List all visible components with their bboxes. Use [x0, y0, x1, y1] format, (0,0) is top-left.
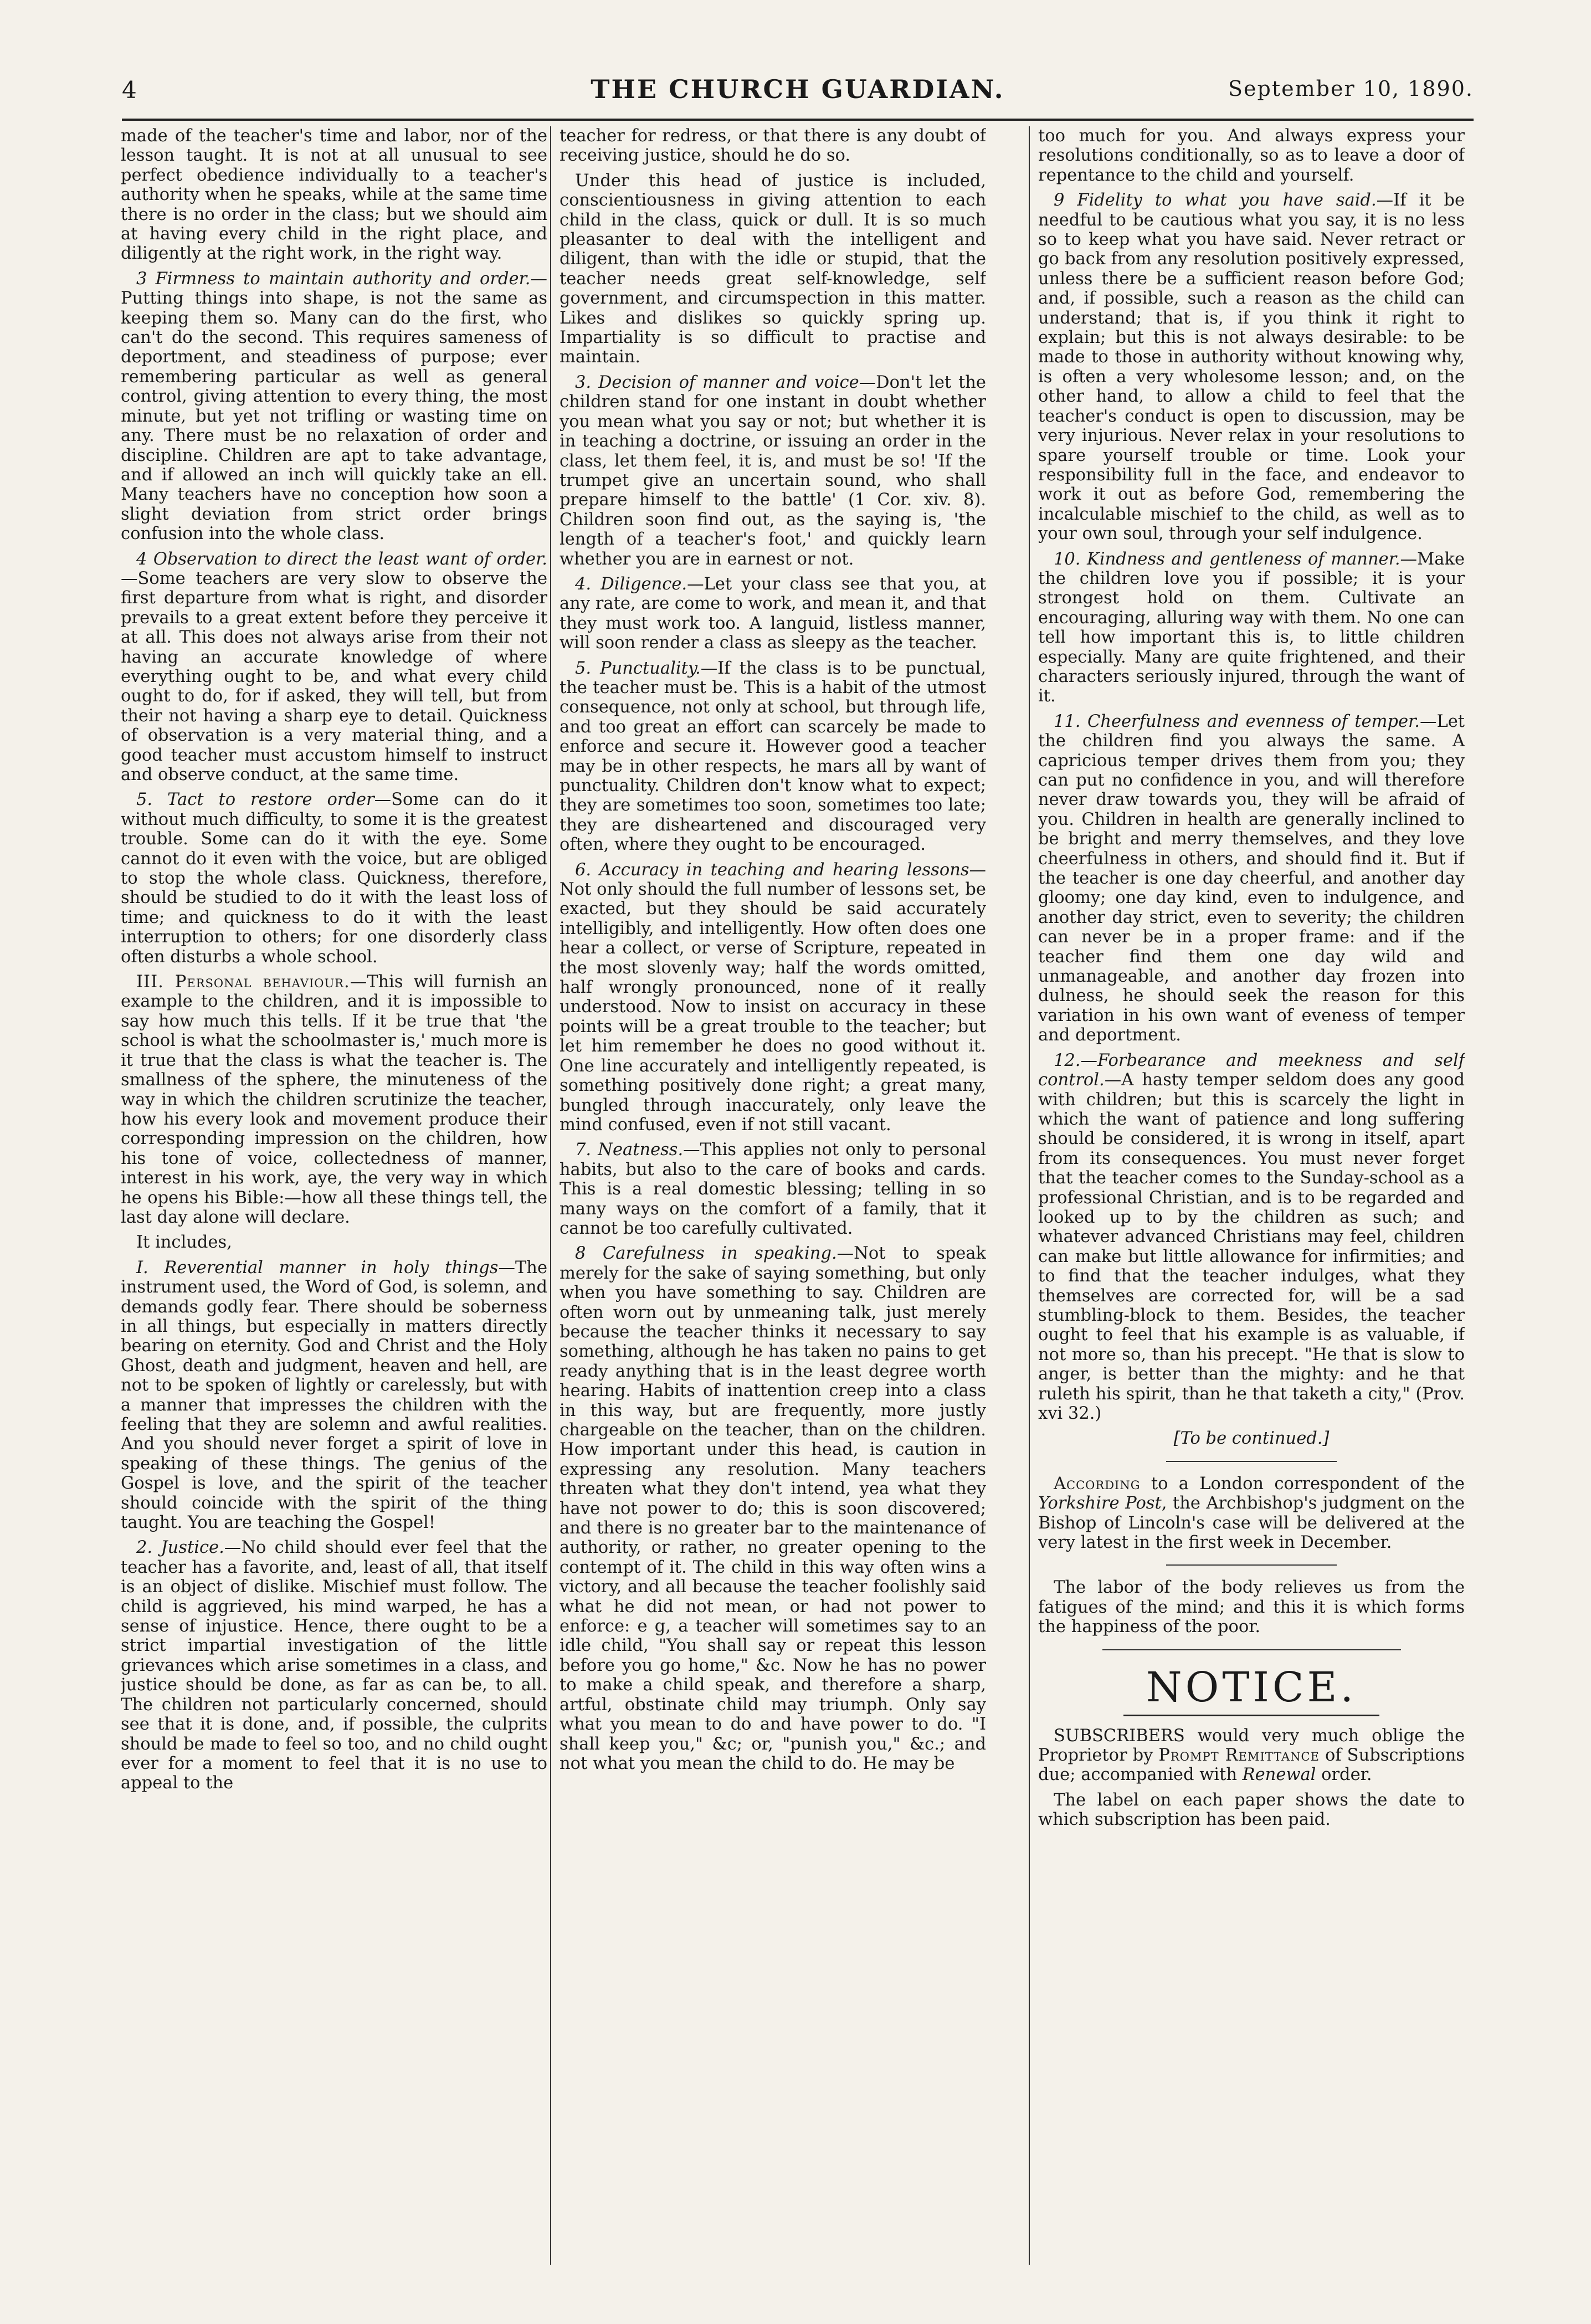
separator-rule — [1166, 1461, 1337, 1462]
notice-text: SUBSCRIBERS would very much oblige the Proprietor by — [1038, 1726, 1465, 1766]
paragraph-text: —No child should ever feel that the teacher has a favorite, and, least of all, that itself is an object of dislike. Mischief must follow. The child is aggrieved, his mind warped, he has a sense of injustice. Hence, there ought to be a strict impartial investigation of the little grievances which arise sometimes in a class, and justice should be done, as far as can be, to all. The children not particularly concerned, should see that it is done, and, if possible, the culprits should be made to feel so too, and no child ought ever for a moment to feel that it is no use to appeal to the — [121, 1538, 547, 1793]
paragraph: Under this head of justice is included, conscientiousness in giving attention to each child in the class, quick or dull. It is so much pleasanter to deal with the intelligent and diligent, than with the idle or stupid, that the teacher needs great self-knowledge, self government, and circumspection in this matter. Likes and dislikes so quickly spring up. Impartiality is so difficult to practise and maintain. — [560, 171, 986, 367]
masthead — [122, 72, 1474, 122]
paragraph — [121, 269, 547, 544]
notice-paragraph — [1038, 1726, 1465, 1785]
section-heading: 5. Punctuality. — [575, 658, 701, 678]
column-2 — [560, 126, 986, 2265]
notice-emphasis: Renewal — [1242, 1765, 1316, 1785]
notice-paragraph: The label on each paper shows the date to which subscription has been paid. — [1038, 1790, 1465, 1830]
paragraph-text: —If it be needful to be cautious what you say, it is no less so to keep what you have said. Never retract or go back from any resolution positively expressed, unless there be a sufficient reason before God; and, if possible, such a reason as the child can understand; that is, if you think it right to explain; but this is not always desirable: to be made to those in authority without knowing why, is often a very wholesome lesson; and, on the other hand, to allow a child to feel that the teacher's conduct is open to discussion, may be very injurious. Never relax in your resolutions to spare yourself trouble or time. Look your responsibility full in the face, and endeavor to work it out as before God, remembering the incalculable mischief to the child, as well as to your own soul, through your self indulgence. — [1038, 191, 1465, 544]
separator-rule — [1166, 1564, 1337, 1566]
section-heading: 6. Accuracy in teaching and hearing lessons — [575, 860, 969, 880]
notice-text: order. — [1316, 1765, 1372, 1785]
news-lead: According — [1054, 1474, 1141, 1494]
paragraph — [560, 1244, 986, 1773]
paragraph — [560, 659, 986, 855]
section-heading: 4. Diligence. — [575, 574, 687, 594]
paragraph — [560, 860, 986, 1135]
paragraph — [560, 373, 986, 569]
paragraph — [121, 550, 547, 785]
section-heading: I. Reverential manner in holy things — [136, 1258, 499, 1278]
paragraph-text: —The instrument used, the Word of God, is solemn, and demands godly fear. There should be soberness in all things, but especially in matters directly bearing on eternity. God and Christ and the Holy Ghost, death and judgment, heaven and hell, are not to be spoken of lightly or carelessly, but with a manner that impresses the children with the feeling that they are solemn and awful realities. And you should never forget a spirit of love in speaking of these things. The genius of the Gospel is love, and the spirit of the teacher should coincide with the spirit of the thing taught. You are teaching the Gospel! — [121, 1258, 547, 1533]
section-heading: 4 Observation to direct the least want of order. — [136, 549, 547, 569]
paragraph-text: —If the class is to be punctual, the teacher must be. This is a habit of the utmost consequence, not only at school, but through life, and too great an effort can scarcely be made to enforce and secure it. However good a teacher may be in other respects, he mars all by want of punctuality. Children don't know what to expect; they are sometimes too soon, sometimes too late; they are disheartened and discouraged very often, where they ought to be encouraged. — [560, 658, 986, 855]
paragraph — [1038, 712, 1465, 1045]
paragraph — [121, 790, 547, 967]
section-heading: 8 Carefulness in speaking. — [575, 1244, 837, 1264]
paragraph-text: —Let the children find you always the same. A capricious temper drives them from you; they can put no confidence in you, and will therefore never draw towards you, they will be afraid of you. Children in health are generally inclined to be bright and merry themselves, and they love cheerfulness in others, and should find it. But if the teacher is one day cheerful, and another day gloomy; one day kind, even to indulgence, and another day strict, even to severity; the children can never be in a proper frame: and if the teacher find them one day wild and unmanageable, and another day frozen into dulness, he should seek the reason for this variation in his own want of eveness of temper and deportment. — [1038, 711, 1465, 1045]
paragraph: made of the teacher's time and labor, nor of the lesson taught. It is not at all unusual to see perfect obedience individually to a teacher's authority when he speaks, while at the same time there is no order in the class; but we should aim at having every child in the right place, and diligently at the right work, in the right way. — [121, 126, 547, 264]
paragraph-text: —A hasty temper seldom does any good with children; but this is scarcely the light in which the want of patience and long suffering should be considered, it is wrong in itself, apart from its consequences. You must never forget that the teacher comes to the Sunday-school as a professional Christian, and is to be regarded and looked up to by the children as such; and whatever advanced Christians may feel, children can make but little allowance for infirmities; and to find that the teacher indulges, what they themselves are corrected for, will be a sad stumbling-block to them. Besides, the teacher ought to feel that his example is as valuable, if not more so, than his precept. "He that is slow to anger, is better than the mighty: and he that ruleth his spirit, than he that taketh a city," (Prov. xvi 32.) — [1038, 1070, 1465, 1423]
column-3 — [1038, 126, 1465, 2265]
paragraph — [1038, 1051, 1465, 1424]
continued-text: [To be continued.] — [1173, 1429, 1330, 1449]
column-divider — [1029, 126, 1030, 2265]
paragraph: too much for you. And always express your resolutions conditionally, so as to leave a door of repentance to the child and yourself. — [1038, 126, 1465, 185]
notice-heading: NOTICE. — [1146, 1663, 1357, 1711]
paragraph: teacher for redress, or that there is any doubt of receiving justice, should he do so. — [560, 126, 986, 166]
paragraph-text: —Putting things into shape, is not the same as keeping them so. Many can do the first, who can't do the second. This requires sameness of deportment, and steadiness of purpose; ever remembering particular as well as general control, giving attention to every thing, the most minute, but yet not trifling or wasting time on any. There must be no relaxation of order and discipline. Children are apt to take advantage, and if allowed an inch will quickly take an ell. Many teachers have no conception how soon a slight deviation from strict order brings confusion into the whole class. — [121, 269, 547, 544]
notice-text: of Subscriptions due; accompanied with — [1038, 1746, 1465, 1785]
paragraph — [121, 1258, 547, 1533]
paragraph-text: —Some teachers are very slow to observe the first departure from what is right, and disorder prevails to a great extent before they perceive it at all. This does not always arise from their not having an accurate knowledge of where everything ought to be, and what every child ought to do, for if asked, they will tell, but from their not having a sharp eye to detail. Quickness of observation is a very material thing, and a good teacher must accustom himself to instruct and observe conduct, at the same time. — [121, 568, 547, 784]
separator-rule — [1102, 1649, 1401, 1650]
paragraph-text: —Let your class see that you, at any rate, are come to work, and mean it, and that they must work too. A languid, listless manner, will soon render a class as sleepy as the teacher. — [560, 574, 986, 653]
news-text: to a London correspondent of the — [1140, 1474, 1465, 1494]
section-heading: III. Personal behaviour. — [136, 972, 350, 992]
paragraph — [560, 574, 986, 653]
section-heading: 3 Firmness to maintain authority and order. — [136, 269, 531, 289]
section-heading: 12.—Forbearance and meekness and self control. — [1038, 1050, 1465, 1090]
section-heading: 11. Cheerfulness and evenness of temper. — [1054, 711, 1420, 731]
section-heading: 9 Fidelity to what you have said. — [1054, 191, 1377, 211]
paragraph — [121, 1538, 547, 1793]
paragraph-text: —Don't let the children stand for one instant in doubt whether you mean what you say or not; but whether it is in teaching a doctrine, or issuing an order in the class, let them feel, it is, and must be so! 'If the trumpet give an uncertain sound, who shall prepare himself to the battle' (1 Cor. xiv. 8). Children soon find out, as the saying is, 'the length of a teacher's foot,' and quickly learn whether you are in earnest or not. — [560, 372, 986, 569]
paragraph-text: —Not to speak merely for the sake of saying something, but only when you have something to say. Children are often worn out by unmeaning talk, just merely because the teacher thinks it necessary to say something, although he has taken no pains to get ready anything that is in the least degree worth hearing. Habits of inattention creep into a class in this way, but are frequently, more justly chargeable on the teacher, than on the children. How important under this head, is caution in expressing any resolution. Many teachers threaten what they don't intend, yea what they have not power to do; this is soon discovered; and there is no greater bar to the maintenance of authority, or rather, no greater opening to the contempt of it. The child in this way often wins a victory, and all because the teacher foolishly said what he did not mean, or had not power to enforce: e g, a teacher will sometimes say to an idle child, "You shall say or repeat this lesson before you go home," &c. Now he has no power to make a child speak, and therefore a sharp, artful, obstinate child may triumph. Only say what you mean to do and have power to do. "I shall keep you," &c; or, "punish you," &c.; and not what you mean the child to do. He may be — [560, 1244, 986, 1773]
paragraph-text: —Make the children love you if possible; it is your strongest hold on them. Cultivate an encouraging, alluring way with them. No one can tell how important this is, to little children especially. Many are quite frightened, and their characters seriously injured, through the want of it. — [1038, 549, 1465, 706]
paragraph — [560, 1140, 986, 1238]
section-heading: 7. Neatness. — [575, 1140, 684, 1160]
section-heading: 2. Justice. — [136, 1538, 224, 1558]
paragraph-text: —This applies not only to personal habits, but also to the care of books and cards. This is a real domestic blessing; telling in so many ways on the comfort of a family, that it cannot be too carefully cultivated. — [560, 1140, 986, 1238]
continued-note — [1038, 1429, 1465, 1448]
paragraph-text: —Some can do it without much difficulty, to some it is the greatest trouble. Some can do it with the eye. Some cannot do it even with the voice, but are obliged to stop the whole class. Quickness, therefore, should be studied to do it with the least loss of time; and quickness to do it with the least interruption to others; for one disorderly class often disturbs a whole school. — [121, 790, 547, 967]
newspaper-name: Yorkshire Post — [1038, 1494, 1162, 1514]
section-heading: 10. Kindness and gentleness of manner. — [1054, 549, 1400, 569]
news-item: The labor of the body relieves us from the fatigues of the mind; and this it is which forms the happiness of the poor. — [1038, 1578, 1465, 1637]
paragraph: It includes, — [136, 1233, 232, 1253]
column-divider — [550, 126, 551, 2265]
newspaper-title: THE CHURCH GUARDIAN. — [591, 74, 1005, 104]
section-heading: 5. Tact to restore order — [136, 790, 374, 810]
news-text: , the Archbishop's judgment on the Bishop of Lincoln's case will be delivered at the very latest in the first week in December. — [1038, 1494, 1465, 1553]
paragraph-text: —Not only should the full number of lessons set, be exacted, but they should be said accurately intelligibly, and intelligently. How often does one hear a collect, or verse of Scripture, repeated in the most slovenly way; half the words omitted, half wrongly pronounced, none of it really understood. Now to insist on accuracy in these points will be a great trouble to the teacher; but let him remember he does no good without it. One line accurately and intelligently repeated, is something positively done right; a great many, bungled through inaccurately, only leave the mind confused, even if not still vacant. — [560, 860, 986, 1135]
paragraph-text: —This will furnish an example to the children, and it is impossible to say how much this tells. If it be true that 'the school is what the schoolmaster is,' much more is it true that the class is what the teacher is. The smallness of the sphere, the minuteness of the way in which the children scrutinize the teacher, how his every look and movement produce their corresponding impression on the children, how his tone of voice, collectedness of manner, interest in his work, aye, the very way in which he opens his Bible:—how all these things tell, the last day alone will declare. — [121, 972, 547, 1227]
paragraph — [121, 972, 547, 1227]
notice-emphasis: Prompt Remittance — [1158, 1746, 1320, 1766]
section-heading: 3. Decision of manner and voice — [575, 372, 859, 392]
notice-rule — [1123, 1715, 1379, 1716]
paragraph — [1038, 191, 1465, 543]
page-number: 4 — [122, 76, 137, 104]
issue-date: September 10, 1890. — [1228, 76, 1474, 101]
column-1 — [121, 126, 547, 2265]
paragraph — [1038, 550, 1465, 706]
header-rule — [122, 119, 1474, 121]
news-item — [1038, 1474, 1465, 1553]
